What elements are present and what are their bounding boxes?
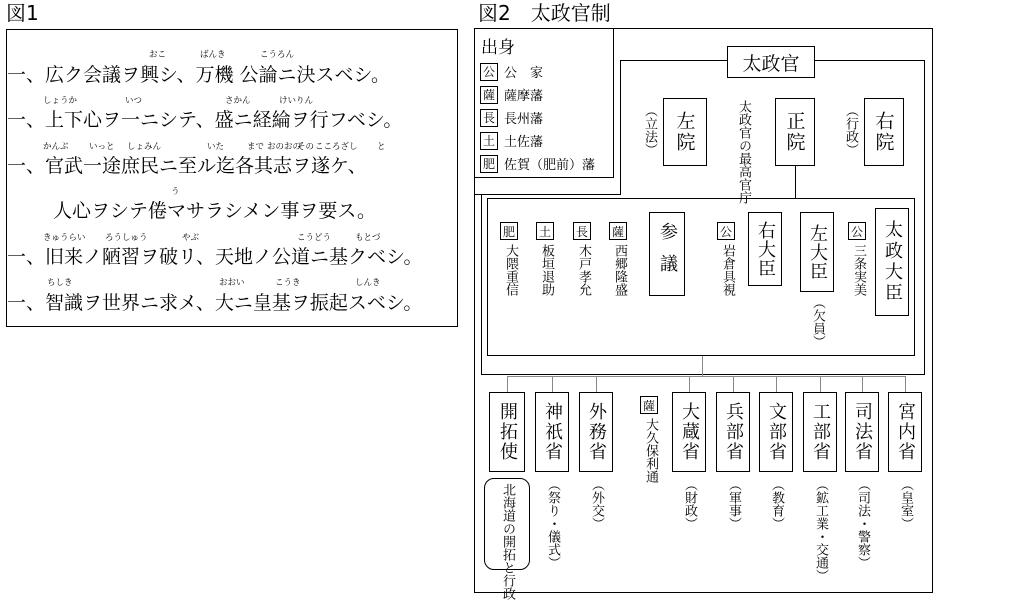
connector-council-ministries — [702, 356, 703, 376]
jingisho-box: 神祇省 — [535, 392, 569, 472]
charter-oath-box — [6, 29, 458, 327]
ruby-keirin: けいりん — [279, 96, 314, 106]
ruby-ooi: おおい — [219, 278, 245, 288]
kobusho-role: （鉱工業・交通） — [813, 478, 828, 582]
legend-item-hizen: 肥 佐賀（肥前）藩 — [480, 154, 595, 173]
ruby-chishiki: ちしき — [47, 278, 73, 288]
dajodaijin-box: 太政大臣 — [875, 208, 909, 316]
hyobusho-box: 兵部省 — [716, 392, 750, 472]
connector-monbusho — [776, 376, 777, 392]
connector-shihosho — [862, 376, 863, 392]
dajokan-frame-bottom — [481, 374, 925, 375]
ministry-bus — [507, 376, 905, 377]
sain-role: （立法） — [642, 104, 657, 156]
okurasho-box: 大蔵省 — [672, 392, 706, 472]
sain-box: 左院 — [663, 98, 707, 166]
connector-kaitakushi — [507, 376, 508, 392]
ruby-sono: その — [297, 142, 315, 152]
oath-line-1: 一、広ク会議ヲ興シ、万機 公論ニ決スベシ。 — [7, 64, 391, 86]
ruby-okoshi: おこ — [149, 50, 167, 60]
ruby-sakan: さかん — [225, 96, 251, 106]
ruby-kanbu: かんぶ — [43, 142, 69, 152]
connector-kunaisho — [905, 376, 906, 392]
ruby-kokorozashi: こころざし — [315, 142, 358, 152]
fig2-title: 図2 太政官制 — [478, 1, 611, 25]
ruby-itsu: いつ — [125, 96, 143, 106]
ruby-u: う — [171, 187, 180, 197]
kunaisho-role: （皇室） — [898, 478, 913, 530]
hyobusho-role: （軍事） — [726, 478, 741, 530]
shihosho-role: （司法・警察） — [855, 478, 870, 569]
oath-line-5: 一、旧来ノ陋習ヲ破リ、天地ノ公道ニ基クベシ。 — [7, 246, 423, 268]
ruby-itto: いっと — [89, 142, 115, 152]
monbusho-role: （教育） — [769, 478, 784, 530]
legend-item-satsuma: 薩 薩摩藩 — [480, 85, 543, 104]
shihosho-box: 司法省 — [845, 392, 879, 472]
uin-box: 右院 — [864, 98, 904, 166]
ruby-roushu: ろうしゅう — [105, 233, 148, 243]
iwakura: 公 岩倉具視 — [717, 222, 737, 296]
gaimusho-role: （外交） — [589, 478, 604, 530]
seiin-box: 正院 — [775, 98, 815, 166]
sangi-okuma: 肥 大隈重信 — [500, 222, 520, 296]
sangi-kido: 長 木戸孝允 — [573, 222, 593, 296]
legend-item-tosa: 土 土佐藩 — [480, 131, 543, 150]
connector-okurasho — [689, 376, 690, 392]
kobusho-box: 工部省 — [803, 392, 837, 472]
legend-title: 出身 — [481, 38, 515, 58]
oath-line-2: 一、上下心ヲ一ニシテ、盛ニ経綸ヲ行フベシ。 — [7, 109, 403, 131]
ruby-banki: ばんき — [200, 50, 226, 60]
ruby-to: と — [377, 142, 386, 152]
dajokan-frame-left — [620, 60, 621, 194]
sangi-itagaki: 土 板垣退助 — [536, 222, 556, 296]
ruby-shomin: しょみん — [127, 142, 162, 152]
oath-line-4: 人心ヲシテ倦マサラシメン事ヲ要ス。 — [53, 200, 377, 222]
monbusho-box: 文部省 — [759, 392, 793, 472]
origin-legend — [474, 28, 614, 178]
connector-kobusho — [820, 376, 821, 392]
udaijin-box: 右大臣 — [748, 212, 782, 286]
ruby-shouka: しょうか — [43, 96, 78, 106]
oath-line-3: 一、官武一途庶民ニ至ル迄各其志ヲ遂ケ、 — [7, 155, 367, 177]
oath-line-6: 一、智識ヲ世界ニ求メ、大ニ皇基ヲ振起スベシ。 — [7, 292, 423, 314]
uin-role: （行政） — [843, 104, 858, 156]
kaitakushi-role-bracket — [484, 478, 530, 600]
connector-gaimusho — [596, 376, 597, 392]
legend-item-choshu: 長 長州藩 — [480, 108, 543, 127]
ruby-onoono: おのおの — [267, 142, 302, 152]
ruby-made: まで — [247, 142, 265, 152]
sadaijin-box: 左大臣 — [800, 212, 834, 292]
ruby-shinki: しんき — [355, 278, 381, 288]
dajokan-frame-left-lower — [481, 194, 482, 375]
ruby-motozu: もとづ — [355, 233, 381, 243]
ruby-kouron: こうろん — [260, 50, 295, 60]
ruby-kyurai: きゅうらい — [43, 233, 86, 243]
kunaisho-box: 宮内省 — [888, 392, 922, 472]
ruby-ita: いた — [207, 142, 225, 152]
sangi-box: 参議 — [649, 212, 685, 296]
ruby-kouki: こうき — [275, 278, 301, 288]
jingisho-role: （祭り・儀式） — [545, 478, 560, 569]
legend-item-kuge: 公 公 家 — [480, 62, 543, 81]
dajokan-frame-step — [474, 194, 621, 195]
connector-jingisho — [552, 376, 553, 392]
sadaijin-note: （欠員） — [810, 296, 825, 348]
ruby-koudou: こうどう — [297, 233, 332, 243]
okurasho-role: （財政） — [682, 478, 697, 530]
okubo: 薩 大久保利通 — [640, 396, 660, 483]
dajokan-frame-right — [924, 60, 925, 374]
kaitakushi-role: 北海道の開拓と行政 — [500, 483, 515, 600]
sanjo: 公 三条実美 — [848, 222, 868, 296]
gaimusho-box: 外務省 — [579, 392, 613, 472]
connector-hyobusho — [733, 376, 734, 392]
connector-seiin-council — [795, 166, 796, 198]
kaitakushi-box: 開拓使 — [489, 392, 525, 472]
dajokan-box: 太政官 — [727, 46, 815, 78]
ruby-yabu: やぶ — [182, 233, 200, 243]
seiin-role: 太政官の最高官庁 — [736, 100, 751, 204]
fig1-title: 図1 — [6, 1, 39, 25]
sangi-saigo: 薩 西郷隆盛 — [609, 222, 629, 296]
